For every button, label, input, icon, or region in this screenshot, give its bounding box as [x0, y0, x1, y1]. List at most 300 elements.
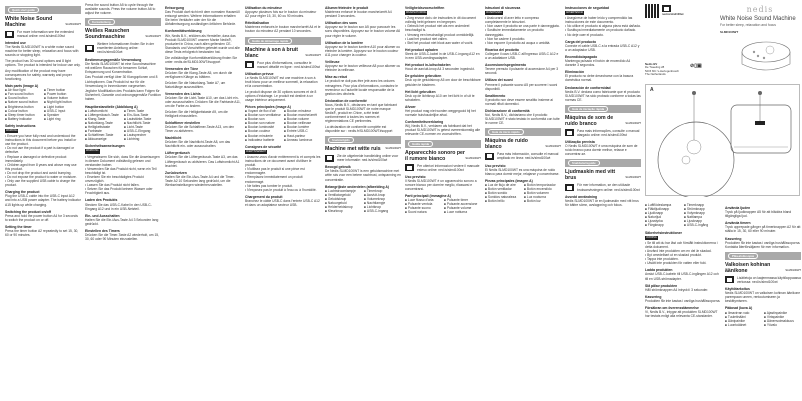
parts-list-item: ■ Brightness button	[5, 105, 42, 109]
section-heading: Encendido/apagado	[565, 54, 598, 59]
parts-list-item: ■ Bouton son	[245, 117, 282, 121]
parts-list-item: ■ Luftstromlicht	[85, 109, 122, 113]
parts-list-item: ■ Klang-Taste	[85, 117, 122, 121]
safety-item: • Non far cadere il prodotto.	[485, 37, 561, 41]
parts-list-item: ■ Power button	[44, 92, 81, 96]
paragraph: Jegliche Modifikation des Produkts kann Folgen für Sicherheit, Garantie und ordnungsgemäße Funktion haben.	[85, 89, 161, 102]
language-banner	[725, 252, 801, 260]
paragraph: Il Nedis SLMD100WT è un apparecchio sonoro a rumore bianco per dormire meglio, rilassarsi e concentrarsi.	[405, 178, 477, 191]
section-heading: Setting the timer	[5, 224, 32, 229]
paragraph: Il prodotto non deve essere smaltito insieme ai normali rifiuti domestici.	[485, 97, 553, 106]
manual-info	[725, 276, 801, 284]
safety-item: • Assicurarsi di aver letto e compreso completamente le istruzioni.	[485, 16, 561, 24]
paragraph: Maintenez enfoncés le bouton marche/arrêt A4 et le bouton du minuteur A2 pendant 10 secondes.	[245, 25, 321, 34]
paragraph: Le produit ne doit pas être jeté avec les ordures ménagères. Pour plus d'informations, contactez le revendeur ou l'autorité locale responsable de la gestion des déchets.	[325, 79, 399, 96]
section-heading: Intended use	[5, 41, 26, 46]
section-heading: Käyttötarkoitus	[725, 287, 750, 292]
section-heading: Switching the product on/off	[5, 209, 51, 214]
parts-list	[85, 109, 161, 142]
safety-item: • Verwenden Sie das Produkt nicht, wenn ein Teil beschädigt ist.	[85, 167, 161, 175]
paragraph: Das Produkt verfügt über 30 Klangoptionen und 8 Lichtoptionen. Das Produkt ist nur für die Verwendung in Innenräumen vorgesehen.	[85, 75, 158, 88]
safety-item: • Ne faites pas tomber le produit.	[245, 184, 321, 188]
safety-item: • Se till att du har läst och förstått instruktionerna i detta dokument.	[645, 241, 721, 249]
parts-list-item: ■ Night light button	[44, 100, 81, 104]
warning-label: AVVERTENZA	[486, 11, 502, 15]
parts-list-item: ■ USB-C-ingang	[364, 209, 401, 213]
parts-list-item: ■ Akkuanzeige	[85, 137, 122, 141]
section-heading: Ladda produkten	[645, 268, 673, 273]
product-code: SLMD100WT	[625, 121, 641, 125]
address-line: 5215 MC 's-Hertogenbosch	[645, 68, 679, 73]
warning-label: WARNING	[6, 128, 18, 132]
section-heading: Uso previsto	[405, 174, 426, 179]
section-title-text: Apparecchio sonoro per il rumore bianco	[405, 149, 465, 162]
section-title-text: Ljudmaskin med vitt brus	[565, 169, 616, 182]
safety-item: • Asegúrese de haber leído y comprendido las instrucciones de este documento.	[565, 16, 641, 24]
section-heading: Slå på/av produkten	[645, 283, 678, 288]
section-title-text: Weißes Rauschen Soundmaschine	[85, 28, 130, 41]
section-title	[85, 28, 161, 40]
address-line: The Netherlands	[645, 72, 666, 77]
parts-list-item: ■ Nachtlampje	[364, 201, 401, 205]
section-heading: Pièces principales (image A)	[245, 104, 291, 109]
paragraph: Tryck på ljudknappen A5 för att bläddra bland tillgängliga ljud.	[725, 210, 792, 219]
parts-list-item: ■ Kleurknop	[325, 209, 362, 213]
manual-info-text: Per ulteriori informazioni vedere il manuale esteso online: ned.is/slmd100wt	[417, 163, 480, 172]
cover-subtitle: For better sleep, relaxation and focus	[720, 23, 776, 28]
section-heading: Ricarica del prodotto	[485, 47, 519, 52]
parts-list-item: ■ Timerknapp	[684, 203, 721, 207]
section-heading: Utilisation des sons	[325, 21, 358, 26]
safety-item: • Tappa inte produkten.	[645, 257, 721, 261]
section-heading: Main parts (image A)	[5, 84, 39, 89]
manual-info	[565, 183, 641, 191]
safety-item: • Assurez-vous d'avoir entièrement lu et compris les instructions de ce document avant d'utiliser le produit.	[245, 155, 321, 167]
paragraph: El producto no debe desecharse con la basura doméstica normal.	[565, 74, 634, 83]
qr-code	[645, 4, 659, 18]
parts-list-item: ■ Bouton minuteur	[284, 109, 321, 113]
paragraph: El Nedis SLMD100WT es una máquina de ruido blanco para dormir mejor, relajarse y concentrarse.	[485, 167, 560, 176]
paragraph: Drücken Sie die Helligkeitstaste A9, um die Helligkeit einzustellen.	[165, 109, 228, 118]
language-banner	[325, 136, 401, 144]
parts-list-item: ■ Sleep timer button	[5, 113, 42, 117]
parts-list-item: ■ Helligkeitstaste	[85, 125, 122, 129]
section-heading: Kassering	[645, 294, 662, 299]
product-code: SLMD100WT	[305, 53, 321, 57]
quick-start-label: Kurzanleitung	[88, 19, 115, 25]
parts-list-item: ■ Lautstärke-Taste	[124, 117, 161, 121]
manual-book-icon	[662, 5, 671, 12]
paragraph: Appuyez sur le bouton son A5 pour parcourir les sons disponibles. Appuyez sur le bouton volume A6 pour régler le volume.	[325, 25, 401, 38]
parts-list	[325, 189, 401, 214]
manual-info	[5, 30, 81, 38]
parts-list-item: ■ Suoni natura	[405, 210, 442, 214]
safety-list	[645, 241, 721, 266]
language-banner	[85, 18, 161, 26]
paragraph: Le Nedis SLMD100WT est une machine à son à bruit blanc pour un meilleur sommeil, la relaxation et la concentration.	[245, 75, 318, 89]
manual-book-icon	[245, 61, 254, 68]
paragraph: La déclaration de conformité complète est disponible sur : nedis.fr/SLMD100WT#support	[325, 124, 393, 133]
section-heading: Accensione/spegnimento	[485, 63, 527, 68]
paragraph: Drücken Sie die Nachtlicht-Taste A8, um das Nachtlicht ein- oder auszuschalten.	[165, 140, 231, 149]
safety-item: • Använd inte produkten om en del är skadad.	[645, 249, 721, 253]
manual-column	[645, 203, 721, 401]
paragraph: Press the timer button A2 repeatedly to set 15, 30, 60 or 90 minutes.	[5, 229, 79, 238]
parts-list	[485, 183, 561, 203]
section-heading: Utilisation du minuteur	[245, 6, 282, 10]
manual-info-text: För mer information, se den utökade bruksanvisningen online: ned.is/slmd100wt	[577, 183, 640, 192]
parts-list-item: ■ Botón temporizador	[524, 183, 561, 187]
manual-column	[565, 3, 641, 401]
quick-start-label: Pika-aloitusopas	[728, 253, 758, 259]
parts-list-item: ■ Bouton minuterie	[245, 134, 282, 138]
manual-book-icon	[725, 276, 734, 283]
section-heading: Verwenden des Lichts	[165, 91, 201, 96]
parts-list-item: ■ Ventilatorgeluid	[325, 193, 362, 197]
section-heading: Eliminación	[565, 70, 585, 75]
section-heading: Hauptbestandteile (Abbildung A)	[85, 104, 138, 109]
paragraph: Any modification of the product may have consequences for safety, warranty and proper functioning.	[5, 68, 72, 81]
safety-item: • Laat het product niet vallen.	[405, 37, 481, 41]
quick-start-label: Quick start guide	[8, 7, 39, 13]
safety-item: • Zorg ervoor dat u de instructies in dit document volledig hebt gelezen en begrepen.	[405, 16, 481, 24]
section-title	[405, 150, 481, 162]
section-heading: Veilleuse	[325, 60, 340, 65]
cover-title: White Noise Sound Machine	[720, 16, 796, 23]
parts-list-item: ■ Indicateur batterie	[245, 138, 282, 142]
safety-item: • N'exposez pas le produit à l'eau ou à l'humidité.	[245, 188, 321, 192]
manual-book-icon	[565, 184, 574, 191]
paragraph: Stecken Sie das USB-C-Kabel in den USB-C-Eingang A12 und in ein USB-Netzteil.	[85, 202, 152, 211]
parts-list-item: ■ Aan/uit-knop	[364, 193, 401, 197]
paragraph: O Nedis SLMD100WT é uma máquina de som de ruído branco para dormir melhor, relaxar e concentrar-se.	[565, 144, 638, 157]
manual-column	[245, 3, 321, 401]
section-heading: Zurücksetzen	[165, 170, 187, 175]
manual-info-text: For more information see the extended manual online: ned.is/slmd100wt	[17, 30, 74, 39]
quick-start-label: Guia de iniciação rápida	[568, 106, 608, 112]
section-heading: Charging the product	[5, 190, 40, 195]
section-heading: Het product in-/uitschakelen	[405, 63, 451, 68]
section-title-text: White Noise Sound Machine	[5, 16, 53, 28]
warning-label: WARNUNG	[86, 149, 99, 153]
parts-list-item: ■ Bouton volume	[284, 117, 321, 121]
parts-list-item: ■ Lichtknop	[364, 205, 401, 209]
manual-info	[85, 42, 161, 54]
product-code: SLMD100WT	[785, 268, 801, 272]
paragraph: Press and hold the power button A4 for 3 seconds to switch the product on or off.	[5, 213, 78, 222]
section-title-text: Valkoisen kohinan äänikone	[725, 261, 771, 274]
parts-list-item: ■ Naturljud	[645, 215, 682, 219]
manufacturer-address	[645, 63, 679, 77]
language-banner	[405, 140, 481, 148]
parts-list-item: ■ Pulsante timer	[444, 198, 481, 202]
parts-list	[725, 311, 801, 327]
product-code: SLMD100WT	[720, 30, 739, 35]
paragraph: Conecte el cable USB-C a la entrada USB-C A12 y a un adaptador USB.	[565, 43, 640, 52]
parts-list-item: ■ Entrée USB-C	[284, 129, 321, 133]
paragraph: Maintenez enfoncé le bouton marche/arrêt A4 pendant 3 secondes.	[325, 10, 392, 19]
manual-info	[325, 154, 401, 162]
parts-list-item: ■ Ajastinpainike	[764, 311, 801, 315]
section-title	[325, 146, 401, 152]
parts-list-item: ■ Ljusstyrka	[645, 219, 682, 223]
parts-list-item: ■ Bouton luminosité	[245, 125, 282, 129]
safety-item: • No deje caer el producto.	[565, 33, 641, 37]
safety-item: • Non esporre il prodotto ad acqua o umidità.	[485, 41, 561, 45]
section-heading: Carga del producto	[565, 39, 597, 44]
section-heading: Schlaftimer einstellen	[165, 120, 201, 125]
section-heading: Sicherheitsanweisungen	[85, 144, 125, 149]
safety-item: • Lassen Sie das Produkt nicht fallen.	[85, 183, 161, 187]
safety-item: • Gebruik het product niet als een onderdeel beschadigd is.	[405, 24, 481, 32]
section-heading: Smaltimento	[485, 93, 506, 98]
section-heading: Het product opladen	[405, 47, 438, 52]
manual-column	[325, 3, 401, 401]
parts-list-item: ■ Fläktljudknapp	[645, 207, 682, 211]
address-line: De Tweeling 28	[645, 65, 665, 70]
section-title	[725, 262, 801, 274]
section-heading: Piezas principales (imagen A)	[485, 178, 533, 183]
paragraph: Houd de aan/uit-knop A4 3 seconden ingedrukt.	[405, 67, 475, 72]
parts-list-item: ■ Äänipainike	[725, 319, 762, 323]
section-heading: Déclaration de conformité	[325, 98, 367, 103]
parts-list-item: ■ Bouton lumière	[284, 125, 321, 129]
parts-list	[5, 88, 81, 121]
parts-list-item: ■ Pulsante accensione	[444, 202, 481, 206]
section-title	[5, 16, 81, 28]
parts-list-item: ■ Nattlampa	[684, 215, 721, 219]
safety-list	[565, 16, 641, 36]
parts-list-item: ■ Licht-Taste	[124, 125, 161, 129]
manual-column	[405, 3, 481, 401]
language-banner	[485, 128, 561, 136]
parts-list-item: ■ USB-C input	[44, 109, 81, 113]
paragraph: Branchez le câble USB-C dans l'entrée USB-C A12 et dans un adaptateur secteur USB.	[245, 198, 320, 207]
manual-book-icon	[5, 31, 14, 38]
quick-start-label: Guide de démarrage rapide	[248, 38, 292, 44]
parts-list-item: ■ Botón ventilador	[485, 187, 522, 191]
paragraph: Nedis B.V. declara como fabricante que el producto SLMD100WT ha sido probado conforme a todas las normas CE.	[565, 89, 641, 102]
safety-item: • Do not use the product if a part is damaged or defective.	[5, 146, 81, 154]
parts-list-item: ■ Volymknapp	[684, 211, 721, 215]
manual-column	[85, 3, 161, 401]
paragraph: Press the sound button A5 to cycle through the available sounds. Press the volume button A6 to adjust the volume.	[85, 3, 156, 16]
section-heading: Ein- und Ausschalten	[85, 213, 120, 218]
section-heading: Utilisation prévue	[245, 71, 274, 76]
parts-list-item: ■ Ljudknapp	[645, 211, 682, 215]
parts-list-item: ■ Pulsante ventola	[405, 202, 442, 206]
parts-list-item: ■ Light ring	[44, 117, 81, 121]
parts-list-item: ■ Botón sonido	[485, 191, 522, 195]
parts-list-item: ■ Bouton couleur	[245, 129, 282, 133]
paragraph: Drücken Sie die Licht-Taste A10, um das Licht ein- oder auszuschalten. Drücken Sie die Farbtaste A11, um die Farbe zu ändern.	[165, 95, 241, 108]
parts-list-item: ■ Lüftergeräusch-Taste	[85, 113, 122, 117]
paragraph: Appuyez sur le bouton veilleuse A8 pour allumer ou éteindre la veilleuse.	[325, 64, 401, 73]
manual-column	[165, 3, 241, 401]
product-code: SLMD100WT	[545, 145, 561, 149]
manual-info	[245, 61, 321, 69]
parts-list-item: ■ Speaker	[44, 113, 81, 117]
parts-list-item: ■ Bouton son nature	[245, 121, 282, 125]
parts-list-item: ■ Voyant de flux d'air	[245, 109, 282, 113]
section-heading: Allumer/éteindre le produit	[325, 6, 369, 10]
manual-column	[485, 3, 561, 401]
safety-item: • N'utilisez pas le produit si une pièce est endommagée.	[245, 167, 321, 175]
figure-label: A	[650, 87, 654, 93]
manual-info-text: Zie de uitgebreide handleiding online voor meer informatie: ned.is/slmd100wt	[337, 154, 399, 163]
section-heading: Conformiteitsverklaring	[405, 120, 444, 125]
section-heading: Parti principali (immagine A)	[405, 194, 451, 199]
parts-list-item: ■ Ein-/Aus-Taste	[124, 113, 161, 117]
section-heading: Använda ljuden	[725, 206, 751, 210]
parts-list-item: ■ Botón encendido	[524, 187, 561, 191]
parts-list-item: ■ Luftflödeslampa	[645, 203, 682, 207]
parts-list-item: ■ Lichtring	[124, 137, 161, 141]
warning-label: WAARSCHUWING	[406, 11, 427, 15]
language-banner	[565, 105, 641, 113]
section-heading: Beoogd gebruik	[325, 165, 351, 170]
parts-list-item: ■ Lautsprecher	[124, 133, 161, 137]
manual-info	[565, 129, 641, 137]
paragraph: Het product mag niet worden weggegooid bij het normale huishoudelijke afval.	[405, 108, 476, 118]
paragraph: Halten Sie die Ein-/Aus-Taste A4 und die Timer-Taste A2 10 Sekunden lang gedrückt, um die Werkseinstellungen wiederherzustellen.	[165, 174, 235, 187]
manual-info-text: Para mais informações, consulte o manual alargado online: ned.is/slmd100wt	[577, 128, 640, 137]
parts-list-item: ■ Pulsante volume	[444, 206, 481, 210]
manual-column	[725, 203, 801, 401]
safety-list	[5, 134, 81, 187]
paragraph: Produkten får inte kastas i vanliga hushållssoporna.	[645, 298, 721, 303]
safety-item: • Vergewissern Sie sich, dass Sie die Anweisungen in diesem Dokument vollständig gelesen und verstanden haben.	[85, 155, 161, 167]
safety-item: • Byt omedelbart ut en skadad produkt.	[645, 253, 721, 257]
section-heading: Réinitialisation	[245, 21, 270, 26]
paragraph: Wir, Nedis B.V., erklären als Hersteller, dass das Produkt SLMD100WT unserer Marke Nedis®, produziert in China, nach allen geltenden CE-Standards und Vorschriften getestet wurde und alle diese Tests erfolgreich bestanden hat.	[165, 33, 240, 54]
paragraph: Drücken Sie die Naturklang-Taste A7, um Naturklänge auszuwählen.	[165, 80, 226, 89]
paragraph: Le produit dispose de 30 options sonores et de 8 options d'éclairage. Le produit est destiné à un usage intérieur uniquement.	[245, 89, 317, 102]
parts-list-item: ■ Bouton veilleuse	[284, 121, 321, 125]
safety-item: • Ensure you have fully read and understood the instructions in this document before you install or use the product.	[5, 134, 81, 146]
paragraph: Druk op de geluidsknop A5 om door de beschikbare geluiden te bladeren.	[405, 78, 481, 87]
safety-list	[405, 16, 481, 45]
paragraph: Halten Sie die Ein-/Aus-Taste A4 3 Sekunden lang gedrückt.	[85, 217, 159, 226]
paragraph: Plug the USB-C cable into the USB-C input A12 and into a USB power adapter. The battery indicator A15 lights up while charging.	[5, 194, 81, 207]
parts-list-item: ■ Nature sound button	[5, 100, 42, 104]
safety-item: • Replace a damaged or defective product immediately.	[5, 155, 81, 163]
section-title	[245, 47, 321, 59]
manual-book-icon	[85, 45, 94, 52]
quick-start-label: Guía de inicio rápido	[488, 129, 524, 135]
quick-start-label: Guida rapida	[408, 141, 433, 147]
paragraph: Drücken Sie die Lüftergeräusch-Taste A3, um das Lüftergeräusch zu aktivieren. Das Luftstromlicht A1 leuchtet.	[165, 155, 240, 168]
parts-list-item: ■ Bouton son ventilateur	[245, 113, 282, 117]
paragraph: The product has 30 sound options and 8 light options. The product is intended for indoor use only.	[5, 59, 81, 68]
parts-list-item: ■ Botón luz	[524, 199, 561, 203]
figure-a	[645, 84, 800, 196]
section-title	[485, 138, 561, 150]
safety-item: • Sustituya inmediatamente un producto dañado.	[565, 28, 641, 32]
parts-list-item: ■ Colour button	[5, 109, 42, 113]
parts-list-item: ■ Timerknop	[364, 189, 401, 193]
section-heading: Uso previsto	[485, 163, 506, 168]
safety-item: • Do not drop the product and avoid bumping.	[5, 171, 81, 175]
section-heading: Laden des Produkts	[85, 198, 118, 203]
safety-list	[245, 155, 321, 192]
product-code: SLMD100WT	[385, 147, 401, 151]
parts-list	[405, 198, 481, 214]
paragraph: Nedis SLMD100WT är en ljudmaskin med vitt brus för bättre sömn, avslappning och fokus.	[565, 198, 639, 207]
paragraph: Die vollständige Konformitätserklärung finden Sie unter: nedis.de/SLMD100WT#support	[165, 55, 238, 64]
section-heading: Lüftergeräusch	[165, 151, 190, 156]
parts-list-item: ■ USB-C-Eingang	[124, 129, 161, 133]
section-heading: Verwenden der Töne	[165, 66, 199, 71]
safety-item: • No utilice el producto si alguna pieza está dañada.	[565, 24, 641, 28]
safety-item: • Only use the supplied USB cable to charge the product.	[5, 179, 81, 187]
parts-list-item: ■ Luce notturna	[444, 210, 481, 214]
manual-info	[405, 164, 481, 172]
section-heading: Einstellen des Timers	[85, 229, 120, 234]
safety-item: • Utsätt inte produkten för vatten eller fukt.	[645, 261, 721, 265]
paragraph: Drücken Sie die Klang-Taste A5, um durch die verfügbaren Klänge zu blättern.	[165, 70, 233, 79]
manual-book-icon	[565, 129, 574, 136]
parts-list-item: ■ Ilmavirran valo	[725, 311, 762, 315]
parts-list	[645, 203, 721, 228]
section-title	[565, 115, 641, 127]
section-heading: Afvoer	[405, 104, 416, 109]
device-diagram	[646, 85, 801, 197]
safety-item: • Children aged from 8 years and above may use this product.	[5, 163, 81, 171]
warning-label: ADVERTENCIA	[566, 11, 583, 15]
parts-list-item: ■ USB-C-ingång	[684, 223, 721, 227]
safety-list	[485, 16, 561, 45]
parts-list-item: ■ Fan sound button	[5, 92, 42, 96]
section-heading: Het licht gebruiken	[405, 89, 436, 94]
manual-info	[485, 152, 561, 160]
section-heading: Konformitätserklärung	[165, 29, 202, 34]
section-title-text: Máquina de som de ruído branco	[565, 114, 614, 127]
section-heading: Kassering	[725, 236, 742, 241]
parts-list-item: ■ Strömknapp	[684, 207, 721, 211]
paragraph: Wij, Nedis B.V., verklaren als fabrikant dat het product SLMD100WT is getest overeenkomstig alle relevante CE-normen en voorschriften.	[405, 124, 481, 137]
brand-logo: nedis	[746, 5, 774, 14]
language-banner	[245, 37, 321, 45]
product-code: SLMD100WT	[145, 35, 161, 39]
manual-book-icon	[325, 155, 334, 162]
parts-list	[245, 109, 321, 142]
paragraph: The Nedis SLMD100WT is a white noise sound machine for better sleep, relaxation and focus with sounds or stopping light.	[5, 45, 79, 58]
section-heading: Pääosat (kuva A)	[725, 306, 753, 311]
parts-list-item: ■ Helderheidsknop	[325, 205, 362, 209]
section-heading: Consignes de sécurité	[245, 144, 282, 149]
parts-list-item: ■ Botón volumen	[524, 191, 561, 195]
section-heading: Utilizzo dei suoni	[485, 78, 513, 83]
parts-list-item: ■ Äänenvoimakkuus	[764, 319, 801, 323]
safety-list	[85, 155, 161, 196]
certification-marks-icon: ⊘▯▣	[690, 63, 702, 69]
section-heading: Avsedd användning	[565, 194, 598, 199]
section-heading: Mise au rebut	[325, 75, 347, 80]
parts-list-item: ■ Light button	[44, 105, 81, 109]
paragraph: Premere il pulsante suono A5 per scorrere i suoni disponibili.	[485, 82, 558, 91]
paragraph: Appuyez sur le bouton lumière A10 pour allumer ou éteindre la lumière. Appuyez sur le bouton couleur A11 pour changer la couleur.	[325, 44, 400, 57]
safety-item: • Setzen Sie das Produkt keinem Wasser oder Feuchtigkeit aus.	[85, 187, 161, 195]
paragraph: Das Produkt darf nicht mit dem normalen Hausmüll entsorgt werden. Weitere Informationen erhalten Sie beim Verkäufer oder der für die Abfallentsorgung zuständigen örtlichen Behörde.	[165, 10, 240, 27]
safety-item: • Non usare il prodotto se una parte è danneggiata.	[485, 24, 561, 28]
qr-label: ned.is/slmd100wt	[662, 13, 684, 16]
paragraph: Produkten får inte kastas i vanliga hushållssoporna. Kontakta återförsäljaren för mer information.	[725, 240, 801, 249]
paragraph: Die Nedis SLMD100WT ist eine Soundmaschine mit weißem Rauschen für besseren Schlaf, Entspannung und Konzentration.	[85, 61, 156, 74]
parts-list-item: ■ Natuurgeluid	[325, 201, 362, 205]
section-title	[565, 169, 641, 181]
parts-list-item: ■ Timer button	[44, 88, 81, 92]
